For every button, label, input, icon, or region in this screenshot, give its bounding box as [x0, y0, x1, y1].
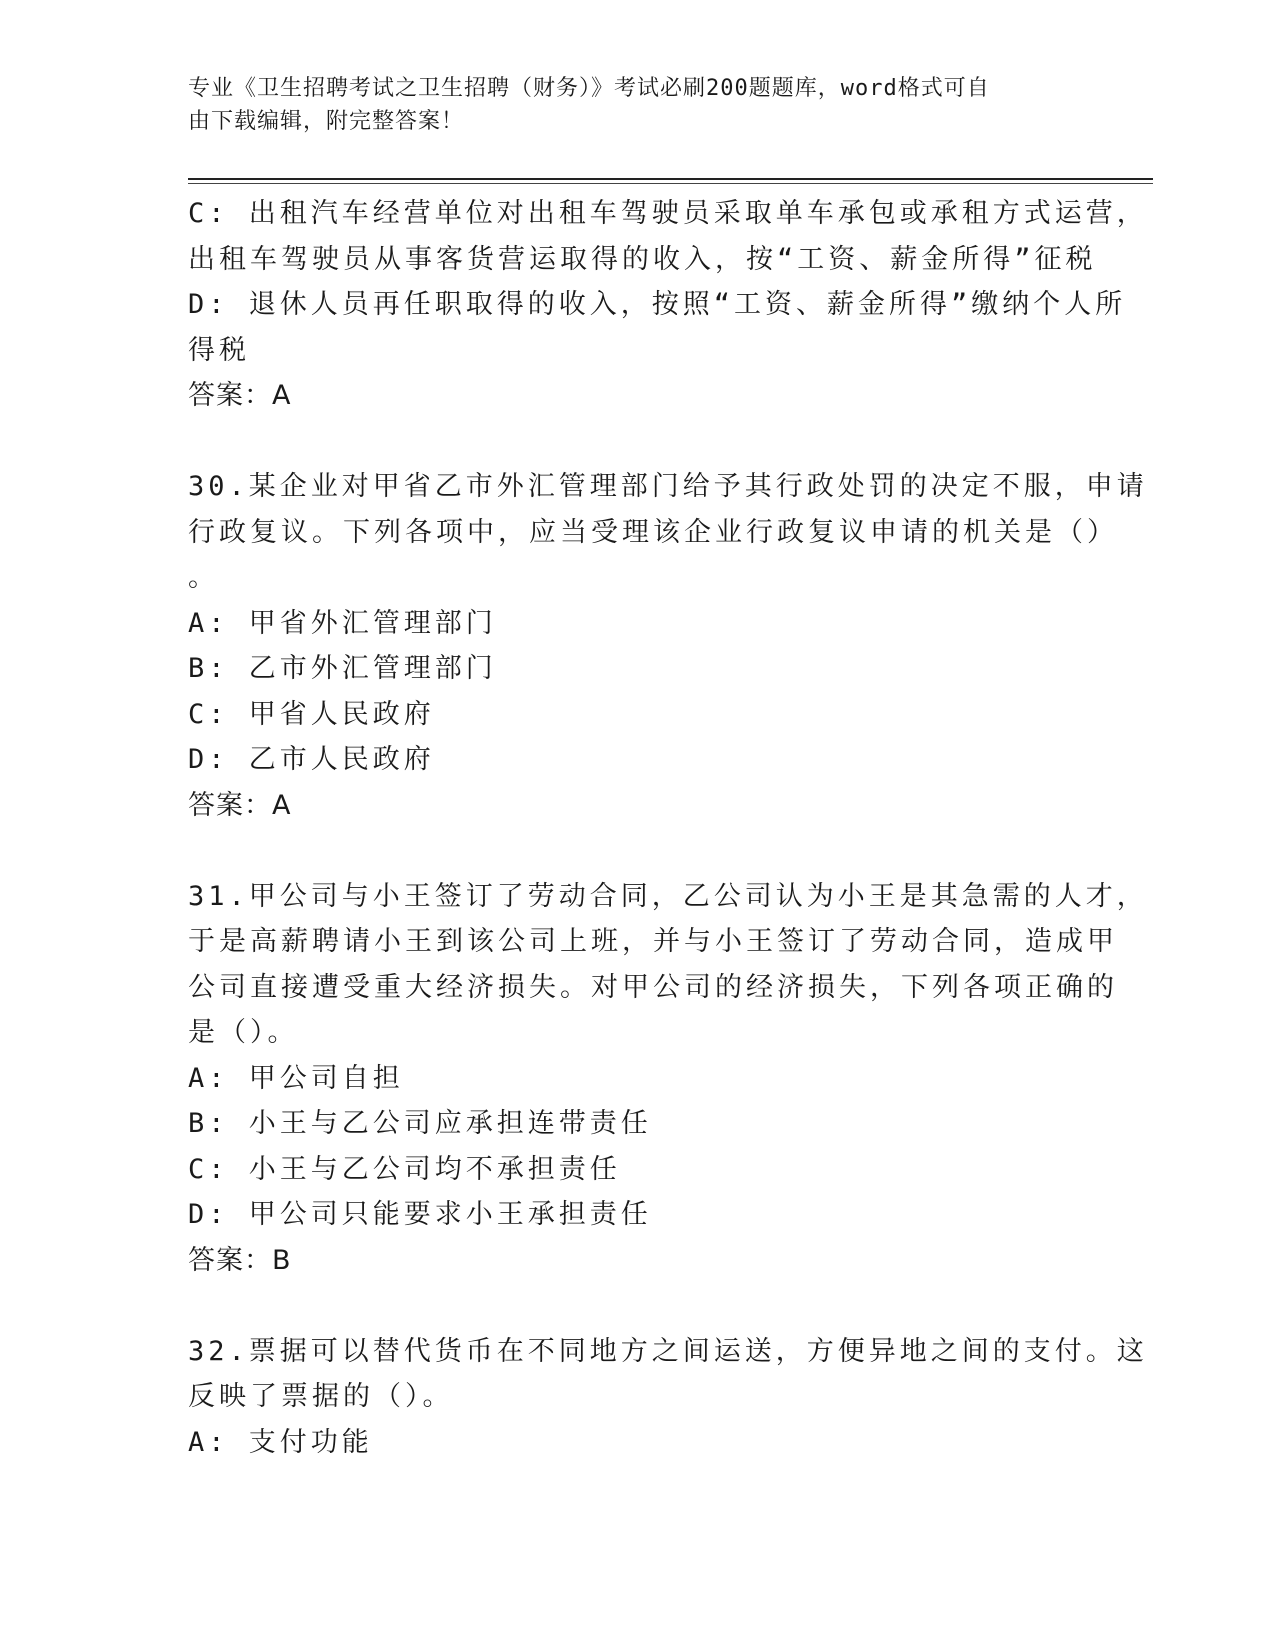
- option-c: C: 小王与乙公司均不承担责任: [188, 1153, 621, 1185]
- question-30: [188, 464, 1148, 828]
- option-a: A: 支付功能: [188, 1426, 373, 1458]
- spacer: [188, 828, 1088, 874]
- question-text: 反映了票据的（）。: [188, 1381, 454, 1412]
- spacer: [188, 1283, 1088, 1329]
- question-31: [188, 874, 1148, 1284]
- option-c-cont: 出租车驾驶员从事客货营运取得的收入，按“工资、薪金所得”征税: [188, 243, 1097, 275]
- option-d: D: 退休人员再任职取得的收入，按照“工资、薪金所得”缴纳个人所: [188, 289, 1127, 320]
- header-divider: [188, 178, 1153, 180]
- option-b: B: 小王与乙公司应承担连带责任: [188, 1108, 652, 1139]
- question-32: [188, 1329, 1148, 1466]
- spacer: [188, 419, 1088, 465]
- document-header: [188, 72, 1068, 138]
- header-line-2: 由下载编辑，附完整答案！: [188, 109, 465, 134]
- answer: 答案：A: [188, 380, 292, 411]
- question-text: 32.票据可以替代货币在不同地方之间运送，方便异地之间的支付。这: [188, 1335, 1148, 1367]
- header-divider-thin: [188, 183, 1153, 184]
- option-d: D: 甲公司只能要求小王承担责任: [188, 1199, 652, 1230]
- answer: 答案：B: [188, 1244, 292, 1276]
- option-c: C: 甲省人民政府: [188, 698, 435, 730]
- question-text: 31.甲公司与小王签订了劳动合同，乙公司认为小王是其急需的人才，: [188, 880, 1148, 912]
- option-c: C: 出租汽车经营单位对出租车驾驶员采取单车承包或承租方式运营，: [188, 198, 1148, 229]
- question-text: 公司直接遭受重大经济损失。对甲公司的经济损失，下列各项正确的: [188, 971, 1118, 1003]
- question-text: 30.某企业对甲省乙市外汇管理部门给予其行政处罚的决定不服，申请: [188, 471, 1148, 502]
- option-d: D: 乙市人民政府: [188, 744, 435, 775]
- document-body: [188, 191, 1148, 1465]
- option-b: B: 乙市外汇管理部门: [188, 653, 497, 684]
- question-29-continued: [188, 191, 1148, 419]
- question-text: 。: [188, 562, 219, 593]
- question-text: 于是高薪聘请小王到该公司上班，并与小王签订了劳动合同，造成甲: [188, 926, 1118, 957]
- option-d-cont: 得税: [188, 334, 250, 366]
- option-a: A: 甲公司自担: [188, 1062, 404, 1094]
- answer: 答案：A: [188, 789, 292, 821]
- question-text: 是（）。: [188, 1017, 299, 1048]
- question-text: 行政复议。下列各项中，应当受理该企业行政复议申请的机关是（）: [188, 516, 1118, 548]
- header-line-1: 专业《卫生招聘考试之卫生招聘（财务）》考试必刷200题题库，word格式可自: [188, 76, 990, 101]
- option-a: A: 甲省外汇管理部门: [188, 607, 497, 639]
